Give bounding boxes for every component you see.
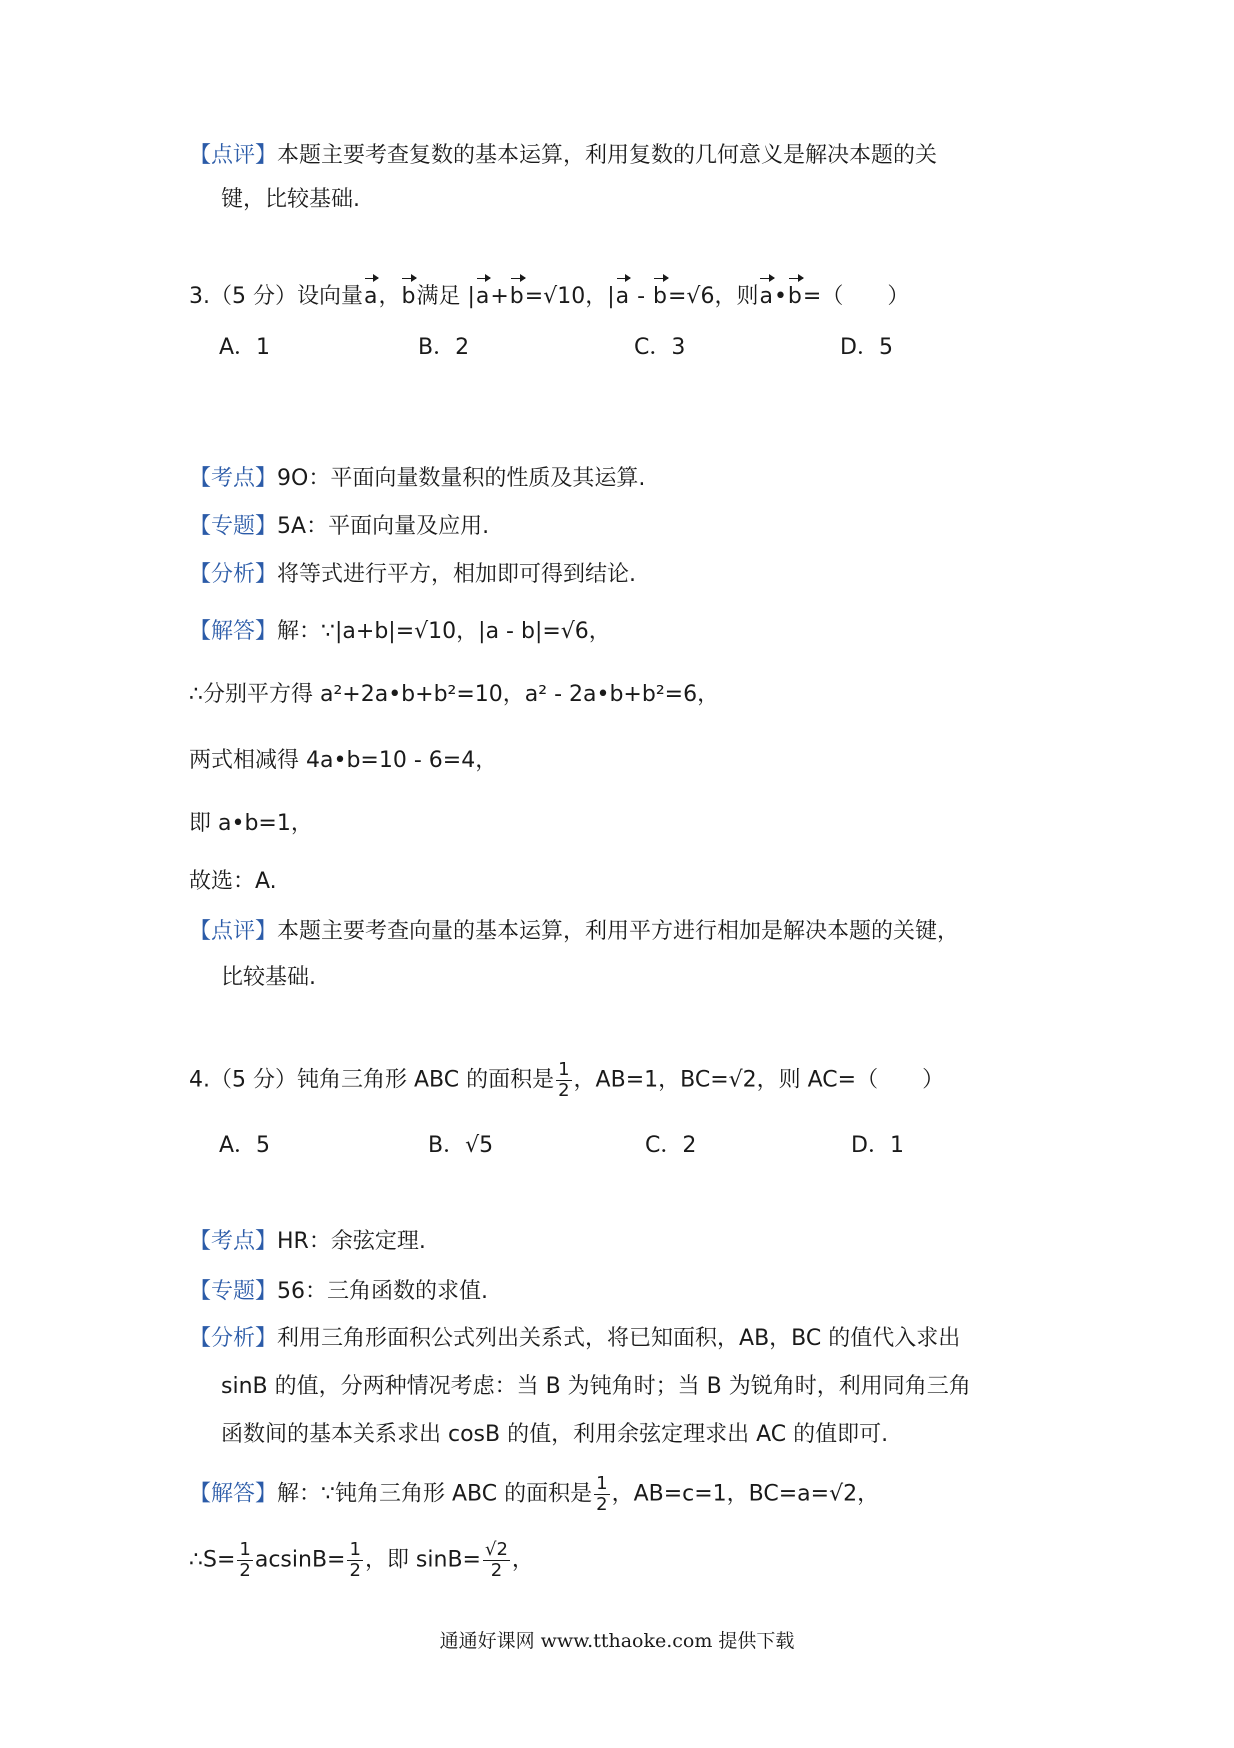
q3-dianping-l1: 【点评】本题主要考查向量的基本运算，利用平方进行相加是解决本题的关键， <box>189 919 960 944</box>
q3-jieda-l4: 即 a•b=1， <box>189 811 313 836</box>
q3-jieda-l5: 故选：A. <box>189 869 277 894</box>
q4-jieda-l2: ∴S= $\frac{1}{2}$ acsinB= $\frac{1}{2}$ ，即 sinB= $\frac{√2}{2}$ ， <box>189 1539 534 1581</box>
q4-fenxi-l1: 【分析】利用三角形面积公式列出关系式，将已知面积，AB，BC 的值代入求出 <box>189 1326 961 1351</box>
q4-stem: 4.（5 分）钝角三角形 ABC 的面积是 $\frac{1}{2}$ ，AB=1，BC=√2，则 AC=（ ） <box>189 1059 945 1101</box>
q3-stem: 3.（5 分）设向量a，b满足 |a+b=√10，|a - b=√6，则a•b=（ ） <box>189 282 909 312</box>
q4-fenxi-l2: sinB 的值，分两种情况考虑：当 B 为钝角时；当 B 为锐角时，利用同角三角 <box>221 1374 971 1399</box>
q4-jieda-l1: 【解答】解：∵钝角三角形 ABC 的面积是 $\frac{1}{2}$ ，AB=c=1，BC=a=√2， <box>189 1473 880 1515</box>
q3-option-c: C．3 <box>634 335 686 360</box>
q3-jieda-l3: 两式相减得 4a•b=10 - 6=4， <box>189 748 498 773</box>
prev-review-line1 <box>189 141 937 171</box>
q3-kaodian: 【考点】9O：平面向量数量积的性质及其运算. <box>189 466 646 491</box>
q3-fenxi: 【分析】将等式进行平方，相加即可得到结论. <box>189 562 637 587</box>
q4-option-c: C．2 <box>645 1133 697 1158</box>
q3-zhuanti: 【专题】5A：平面向量及应用. <box>189 514 490 539</box>
q4-kaodian: 【考点】HR：余弦定理. <box>189 1229 426 1254</box>
q4-stem-fraction: $\frac{1}{2}$ <box>558 1059 570 1101</box>
review-tag: 【点评】 <box>189 143 278 168</box>
q4-zhuanti: 【专题】56：三角函数的求值. <box>189 1279 489 1304</box>
q3-jieda-l2: ∴分别平方得 a²+2a•b+b²=10，a² - 2a•b+b²=6， <box>189 682 720 707</box>
q3-option-d: D．5 <box>840 335 893 360</box>
q4-option-d: D．1 <box>851 1133 904 1158</box>
q3-option-b: B．2 <box>418 335 470 360</box>
q4-option-b: B．√5 <box>428 1133 494 1158</box>
q4-fenxi-l3: 函数间的基本关系求出 cosB 的值，利用余弦定理求出 AC 的值即可. <box>221 1422 889 1447</box>
prev-review-line2: 键，比较基础. <box>221 187 360 212</box>
q3-dianping-l2: 比较基础. <box>221 965 316 990</box>
q3-option-a: A．1 <box>219 335 271 360</box>
q3-jieda-l1: 【解答】解：∵|a+b|=√10，|a - b|=√6， <box>189 619 611 644</box>
page-footer: 通通好课网 www.tthaoke.com 提供下载 <box>439 1630 795 1652</box>
review-text: 本题主要考查复数的基本运算，利用复数的几何意义是解决本题的关 <box>277 143 938 168</box>
q4-option-a: A．5 <box>219 1133 271 1158</box>
